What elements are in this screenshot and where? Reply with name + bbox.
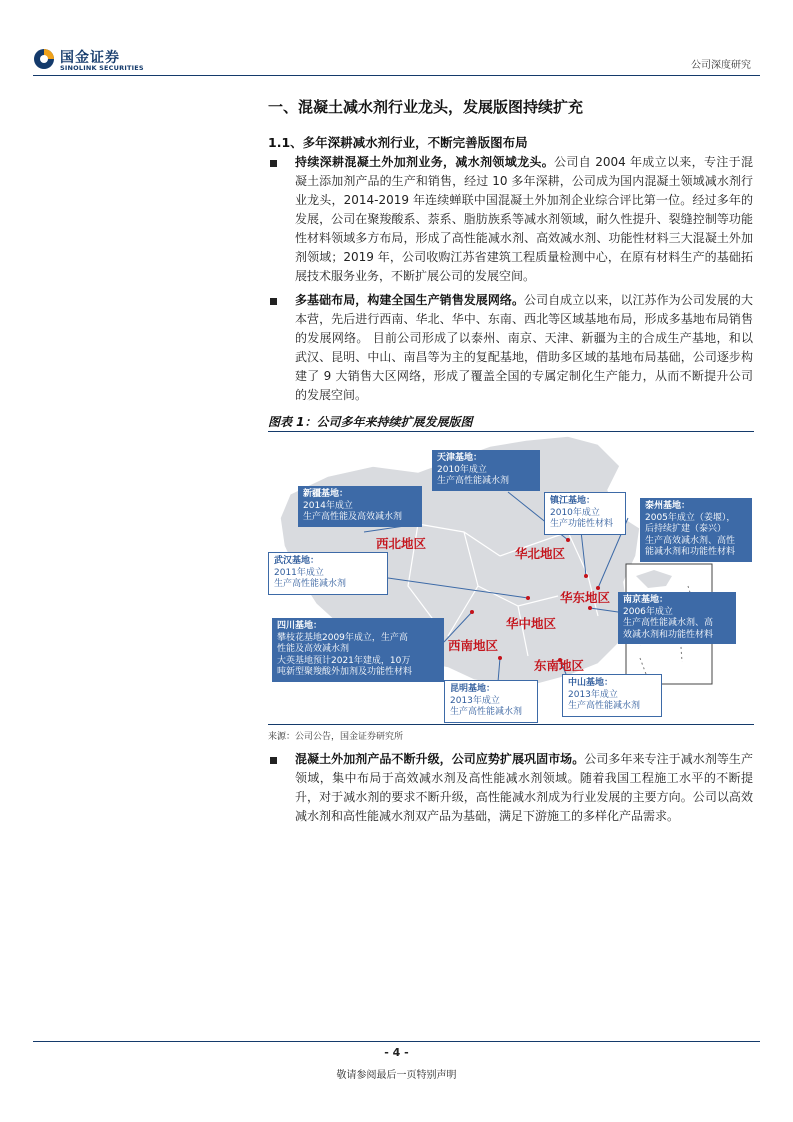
bullet-square xyxy=(270,298,277,305)
region-label-southeast: 东南地区 xyxy=(534,658,585,673)
footer-disclaimer: 敬请参阅最后一页特别声明 xyxy=(336,1070,457,1081)
footer-divider xyxy=(33,1041,760,1042)
section-title: 一、混凝土减水剂行业龙头，发展版图持续扩充 xyxy=(268,98,584,116)
paragraph-lead: 混凝土外加剂产品不断升级，公司应势扩展巩固市场。 xyxy=(295,752,585,766)
section-subtitle: 1.1、多年深耕减水剂行业，不断完善版图布局 xyxy=(268,135,528,150)
logo-text-en: SINOLINK SECURITIES xyxy=(60,64,144,72)
paragraph-lead: 持续深耕混凝土外加剂业务，减水剂领域龙头。 xyxy=(295,155,555,169)
sinolink-logo-icon xyxy=(33,48,55,70)
paragraph-1 xyxy=(295,153,753,286)
region-label-central: 华中地区 xyxy=(506,616,557,631)
base-callout-taizhou: 泰州基地： 2005年成立（姜堰）， 后持续扩建（泰兴） 生产高效减水剂、高性 能减水剂和功能性材料 xyxy=(640,498,752,562)
figure-top-rule xyxy=(268,431,754,432)
figure-caption: 图表 1：公司多年来持续扩展发展版图 xyxy=(268,415,473,429)
base-callout-kunming: 昆明基地： 2013年成立 生产高性能减水剂 xyxy=(444,680,538,723)
page-number: - 4 - xyxy=(384,1046,409,1059)
china-base-map xyxy=(268,436,754,722)
figure-source: 来源：公司公告，国金证券研究所 xyxy=(268,732,404,742)
figure-bottom-rule xyxy=(268,724,754,725)
header-divider xyxy=(33,75,760,76)
paragraph-lead: 多基础布局，构建全国生产销售发展网络。 xyxy=(295,293,525,307)
region-label-southwest: 西南地区 xyxy=(448,638,499,653)
paragraph-body: 公司自 2004 年成立以来，专注于混凝土添加剂产品的生产和销售，经过 10 多年深耕，公司成为国内混凝土领域减水剂行业龙头，2014-2019 年连续蝉联中国混凝土外加剂企业综合评比第一位。经过多年的发展，公司在聚羧酸系、萘系、脂肪族系等减水剂领域，耐久性提升、裂缝控制等功能性材料领域多方布局，形成了高性能减水剂、高效减水剂、功能性材料三大混凝土外加剂领域；2019 年，公司收购江苏省建筑工程质量检测中心，在原有材料生产的基础拓展技术服务业务，不断扩展公司的发展空间。 xyxy=(295,155,753,283)
bullet-square xyxy=(270,757,277,764)
region-label-northwest: 西北地区 xyxy=(376,536,427,551)
paragraph-2 xyxy=(295,291,753,405)
bullet-square xyxy=(270,160,277,167)
base-callout-zhongshan: 中山基地： 2013年成立 生产高性能减水剂 xyxy=(562,674,662,717)
base-callout-tianjin: 天津基地： 2010年成立 生产高性能减水剂 xyxy=(432,450,540,491)
base-callout-sichuan: 四川基地： 攀枝花基地2009年成立，生产高 性能及高效减水剂 大英基地预计2021年建成，10万 吨新型聚羧酸外加剂及功能性材料 xyxy=(272,618,444,682)
base-callout-nanjing: 南京基地： 2006年成立 生产高性能减水剂、高 效减水剂和功能性材料 xyxy=(618,592,736,644)
base-callout-xinjiang: 新疆基地： 2014年成立 生产高性能及高效减水剂 xyxy=(298,486,422,527)
paragraph-3 xyxy=(295,750,753,826)
region-label-north: 华北地区 xyxy=(515,546,566,561)
report-type: 公司深度研究 xyxy=(691,60,751,71)
paragraph-body: 公司自成立以来，以江苏作为公司发展的大本营，先后进行西南、华北、华中、东南、西北等区域基地布局，形成多基地布局销售的发展网络。 目前公司形成了以泰州、南京、天津、新疆为主的合成生产基地，和以武汉、昆明、中山、南昌等为主的复配基地，借助多区域的基地布局基础，公司逐步构建了 9 大销售大区网络，形成了覆盖全国的专属定制化生产能力，从而不断提升公司的发展空间。 xyxy=(295,293,753,402)
base-callout-wuhan: 武汉基地： 2011年成立 生产高性能减水剂 xyxy=(268,552,388,595)
logo-text-cn: 国金证券 xyxy=(60,50,120,66)
region-label-east: 华东地区 xyxy=(560,590,611,605)
paragraph-body: 公司多年来专注于减水剂等生产领域，集中布局于高效减水剂及高性能减水剂领域。随着我国工程施工水平的不断提升，对于减水剂的要求不断升级，高性能减水剂成为行业发展的主要方向。公司以高效减水剂和高性能减水剂双产品为基础，满足下游施工的多样化产品需求。 xyxy=(295,752,753,823)
base-callout-zhenjiang: 镇江基地： 2010年成立 生产功能性材料 xyxy=(544,492,626,535)
